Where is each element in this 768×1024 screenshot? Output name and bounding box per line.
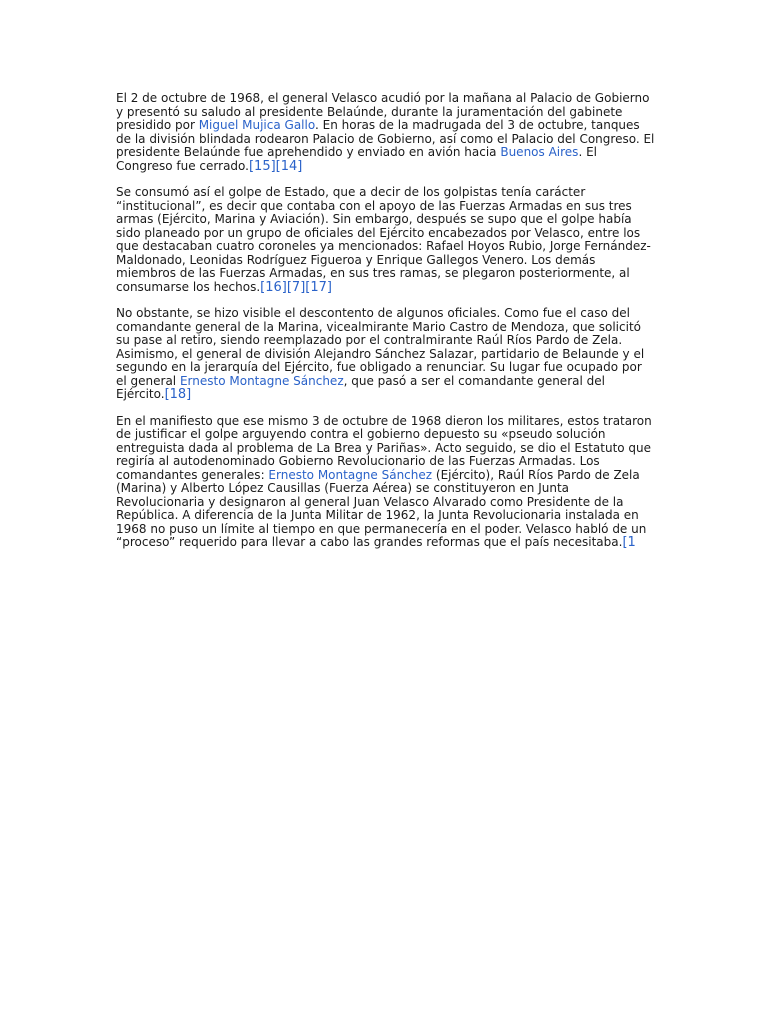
paragraph-text: (Ejército), Raúl Ríos Pardo de Zela (Marina) y Alberto López Causillas (Fuerza Aérea) se constituyeron en Junta Revolucionaria y designaron al general Juan Velasco Alvarado como Presidente de la República. A diferencia de la Junta Militar de 1962, la Junta Revolucionaria instalada en 1968 no puso un límite al tiempo en que permanecería en el poder. Velasco habló de un “proceso” requerido para llevar a cabo las grandes reformas que el país necesitaba.: [116, 467, 647, 549]
paragraph-3: [116, 307, 656, 402]
paragraph-text: En el manifiesto que ese mismo 3 de octubre de 1968 dieron los militares, estos trataron de justificar el golpe arguyendo contra el gobierno depuesto su «pseudo solución entreguista dada al problema de La Brea y Pariñas». Acto seguido, se dio el Estatuto que regiría al autodenominado Gobierno Revolucionario de las Fuerzas Armadas. Los comandantes generales:: [116, 413, 652, 482]
citation-link-15[interactable]: [15]: [248, 158, 276, 174]
citation-link-7[interactable]: [7]: [286, 279, 306, 295]
paragraph-text: . El Congreso fue cerrado.: [116, 145, 597, 173]
paragraph-1: [116, 92, 656, 173]
citation-link-18[interactable]: [18]: [164, 387, 192, 402]
citation-link-16[interactable]: [16]: [260, 279, 287, 295]
paragraph-text: No obstante, se hizo visible el descontento de algunos oficiales. Como fue el caso del comandante general de la Marina, vicealmirante Mario Castro de Mendoza, que solicitó su pase al retiro, siendo reemplazado por el contralmirante Raúl Ríos Pardo de Zela. Asimismo, el general de división Alejandro Sánchez Salazar, partidario de Belaunde y el segundo en la jerarquía del Ejército, fue obligado a renunciar. Su lugar fue ocupado por el general: [116, 306, 645, 388]
link-miguel-mujica-gallo[interactable]: Miguel Mujica Gallo: [198, 118, 315, 132]
link-buenos-aires[interactable]: Buenos Aires: [500, 145, 579, 159]
citation-link-17[interactable]: [17]: [305, 279, 332, 295]
link-ernesto-montagne-sanchez[interactable]: Ernesto Montagne Sánchez: [179, 373, 344, 388]
paragraph-text: , que pasó a ser el comandante general del Ejército.: [116, 373, 605, 401]
link-ernesto-montagne-sanchez[interactable]: Ernesto Montagne Sánchez: [268, 467, 433, 482]
paragraph-text: El 2 de octubre de 1968, el general Velasco acudió por la mañana al Palacio de Gobierno y presentó su saludo al presidente Belaúnde, durante la juramentación del gabinete presidido por: [116, 91, 650, 132]
article-body: [116, 92, 656, 563]
paragraph-4: [116, 415, 656, 550]
citation-link-14[interactable]: [14]: [275, 158, 303, 174]
paragraph-text: Se consumó así el golpe de Estado, que a decir de los golpistas tenía carácter “institucional”, es decir que contaba con el apoyo de las Fuerzas Armadas en sus tres armas (Ejército, Marina y Aviación). Sin embargo, después se supo que el golpe había sido planeado por un grupo de oficiales del Ejército encabezados por Velasco, entre los que destacaban cuatro coroneles ya mencionados: Rafael Hoyos Rubio, Jorge Fernández-Maldonado, Leonidas Rodríguez Figueroa y Enrique Gallegos Venero. Los demás miembros de las Fuerzas Armadas, en sus tres ramas, se plegaron posteriormente, al consumarse los hechos.: [116, 185, 651, 294]
paragraph-text: . En horas de la madrugada del 3 de octubre, tanques de la división blindada rodearon Palacio de Gobierno, así como el Palacio del Congreso. El presidente Belaúnde fue aprehendido y enviado en avión hacia: [116, 118, 655, 159]
citation-link-truncated[interactable]: [1: [622, 535, 636, 550]
paragraph-2: [116, 186, 656, 294]
